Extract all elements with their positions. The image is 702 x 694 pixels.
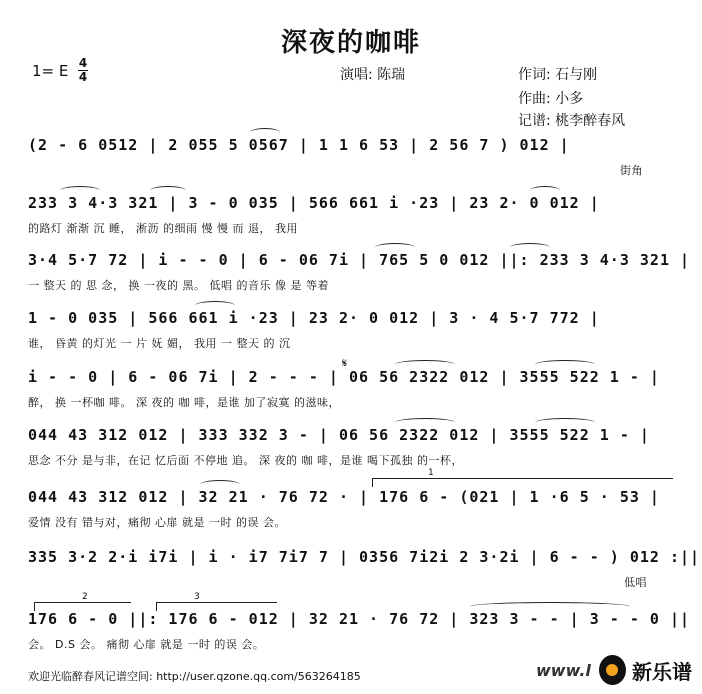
volta-number-1: 1: [428, 468, 434, 478]
slur-mark: [530, 186, 560, 195]
score-line-9: 176 6 - 0 ||: 176 6 - 012 | 32 21 · 76 72 | 323 3 - - | 3 - - 0 ||: [28, 610, 691, 628]
volta-bracket-2: [34, 602, 131, 611]
volta-bracket-3: [156, 602, 277, 611]
slur-mark: [395, 418, 455, 427]
slur-mark: [510, 243, 550, 252]
slur-mark: [470, 602, 630, 611]
slur-mark: [395, 360, 455, 369]
lyric-line-5: 醉， 换 一杯咖 啡。 深 夜的 咖 啡，是谁 加了寂寞 的滋味，: [28, 396, 340, 409]
composer-credit: 作曲: 小多: [518, 91, 584, 107]
lyricist-credit: 作词: 石与刚: [518, 67, 598, 83]
lyric-line-2: 的路灯 渐渐 沉 睡， 淅沥 的细雨 慢 慢 而 退， 我用: [28, 222, 298, 235]
slur-mark: [535, 418, 595, 427]
transcriber-credit: 记谱: 桃李醉春风: [518, 113, 626, 129]
segno-icon: 𝄋: [342, 356, 348, 370]
time-signature-bottom: 4: [78, 70, 88, 84]
lyric-line-6: 思念 不分 是与非，在记 忆后面 不停地 追。 深 夜的 咖 啡，是谁 喝下孤独 的一杯，: [28, 454, 463, 467]
slur-mark: [375, 243, 415, 252]
volta-number-3: 3: [194, 592, 200, 602]
logo-text: 新乐谱: [632, 659, 692, 684]
time-signature: [78, 58, 88, 83]
score-line-3: 3·4 5·7 72 | i - - 0 | 6 - 06 7i | 765 5 0 012 ||: 233 3 4·3 321 |: [28, 251, 691, 269]
slur-mark: [150, 186, 186, 195]
slur-mark: [60, 186, 100, 195]
slur-mark: [200, 480, 240, 489]
time-signature-top: 4: [78, 56, 88, 70]
volta-bracket-1: [372, 478, 673, 487]
lyric-line-8: 低唱: [624, 576, 647, 589]
score-line-4: 1 - 0 035 | 566 661 i ·23 | 23 2· 0 012 | 3 · 4 5·7 772 |: [28, 309, 600, 327]
score-line-5: i - - 0 | 6 - 06 7i | 2 - - - | 06 56 2322 012 | 3555 522 1 - |: [28, 368, 660, 386]
score-line-1: (2 - 6 0512 | 2 055 5 0567 | 1 1 6 53 | 2 56 7 ) 012 |: [28, 136, 570, 154]
slur-mark: [535, 360, 595, 369]
volta-number-2: 2: [82, 592, 88, 602]
score-line-2: 233 3 4·3 321 | 3 - 0 035 | 566 661 i ·23 | 23 2· 0 012 |: [28, 194, 600, 212]
score-line-6: 044 43 312 012 | 333 332 3 - | 06 56 2322 012 | 3555 522 1 - |: [28, 426, 650, 444]
lyric-line-4: 谁， 昏黄 的灯光 一 片 妩 媚， 我用 一 整天 的 沉: [28, 337, 291, 350]
singer-credit: 演唱: 陈瑞: [340, 67, 406, 83]
lyric-line-1: 街角: [620, 164, 643, 177]
score-line-8: 335 3·2 2·i i7i | i · i7 7i7 7 | 0356 7i2i 2 3·2i | 6 - - ) 012 :||: [28, 548, 701, 566]
slur-mark: [250, 128, 280, 137]
lyric-line-7: 爱情 没有 错与对，痛彻 心扉 就是 一时 的误 会。: [28, 516, 286, 529]
disc-center: [606, 664, 618, 676]
music-disc-icon: [599, 655, 626, 685]
slur-mark: [195, 301, 235, 310]
footer-credit: 欢迎光临醉春风记谱空间: http://user.qzone.qq.com/563264185: [28, 670, 361, 683]
key-signature: 1= E: [32, 62, 69, 80]
page-title: 深夜的咖啡: [280, 28, 421, 58]
score-line-7: 044 43 312 012 | 32 21 · 76 72 · | 176 6 - (021 | 1 ·6 5 · 53 |: [28, 488, 660, 506]
lyric-line-9: 会。 D.S 会。 痛彻 心扉 就是 一时 的误 会。: [28, 638, 265, 651]
lyric-line-3: 一 整天 的 思 念， 换 一夜的 黑。 低唱 的音乐 像 是 等着: [28, 279, 329, 292]
logo-url-text: www.l: [536, 660, 591, 680]
site-logo[interactable]: [536, 652, 692, 688]
